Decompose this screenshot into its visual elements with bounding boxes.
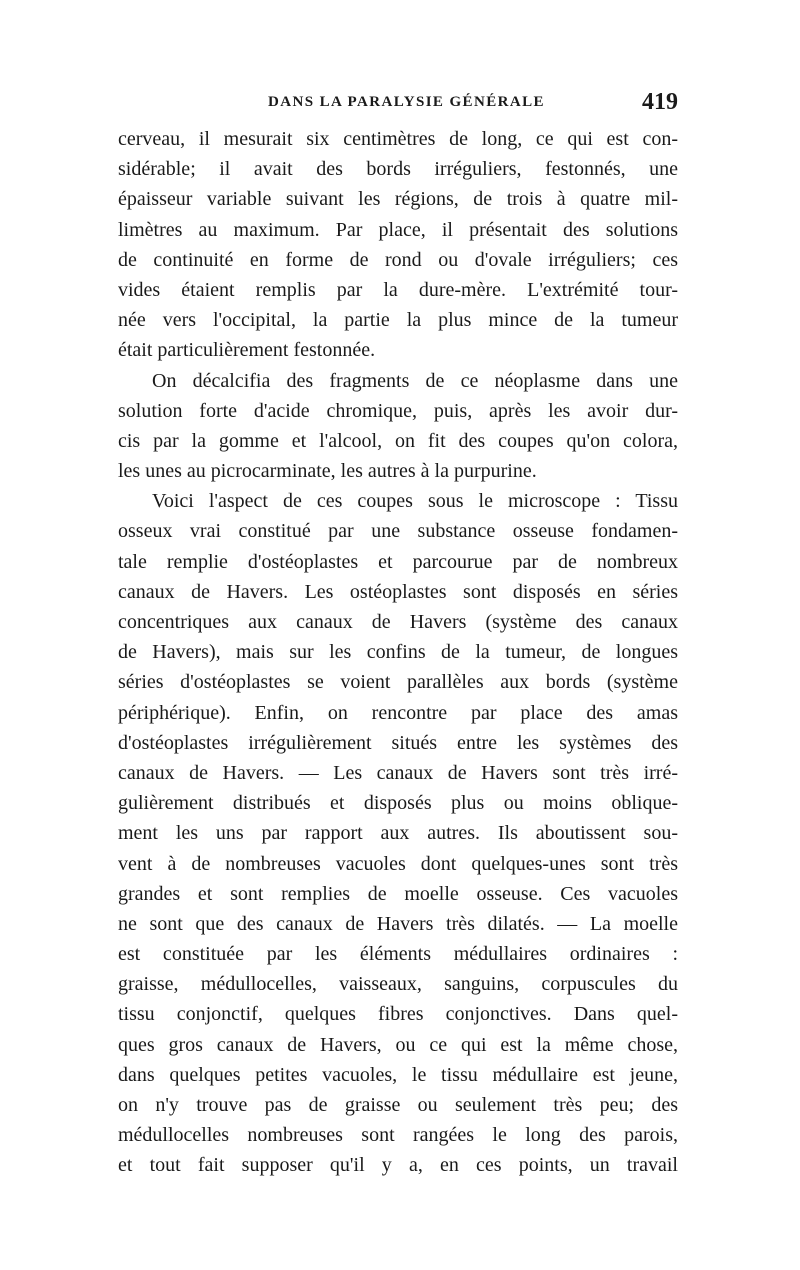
page-number: 419 xyxy=(642,89,678,115)
text-line: canaux de Havers. — Les canaux de Havers sont très irré- xyxy=(118,761,678,784)
text-line: de Havers), mais sur les confins de la tumeur, de longues xyxy=(118,641,678,664)
text-line: grandes et sont remplies de moelle osseuse. Ces vacuoles xyxy=(118,882,678,905)
text-line: les unes au picrocarminate, les autres à la purpurine. xyxy=(118,460,537,483)
text-line: graisse, médullocelles, vaisseaux, sanguins, corpuscules du xyxy=(118,973,678,996)
text-line: séries d'ostéoplastes se voient parallèles aux bords (système xyxy=(118,671,678,694)
text-line: On décalcifia des fragments de ce néoplasme dans une xyxy=(152,369,678,392)
text-line: et tout fait supposer qu'il y a, en ces points, un travail xyxy=(118,1154,678,1177)
body-text xyxy=(118,124,678,1181)
text-line: de continuité en forme de rond ou d'ovale irréguliers; ces xyxy=(118,248,678,271)
text-line: d'ostéoplastes irrégulièrement situés entre les systèmes des xyxy=(118,731,678,754)
text-line: on n'y trouve pas de graisse ou seulement très peu; des xyxy=(118,1094,678,1116)
text-line: ne sont que des canaux de Havers très dilatés. — La moelle xyxy=(118,912,678,935)
text-line: médullocelles nombreuses sont rangées le long des parois, xyxy=(118,1124,678,1147)
text-line: tale remplie d'ostéoplastes et parcourue par de nombreux xyxy=(118,550,678,573)
text-line: sidérable; il avait des bords irréguliers, festonnés, une xyxy=(118,158,678,181)
running-header xyxy=(118,89,678,122)
text-line: vides étaient remplis par la dure-mère. L'extrémité tour- xyxy=(118,278,678,301)
text-line: tissu conjonctif, quelques fibres conjonctives. Dans quel- xyxy=(118,1003,678,1026)
text-line: osseux vrai constitué par une substance osseuse fondamen- xyxy=(118,520,678,543)
text-line: dans quelques petites vacuoles, le tissu médullaire est jeune, xyxy=(118,1063,678,1086)
text-line: ques gros canaux de Havers, ou ce qui est la même chose, xyxy=(118,1033,678,1056)
text-line: cis par la gomme et l'alcool, on fit des coupes qu'on colora, xyxy=(118,429,678,452)
text-line: vent à de nombreuses vacuoles dont quelques-unes sont très xyxy=(118,852,678,875)
text-line: solution forte d'acide chromique, puis, après les avoir dur- xyxy=(118,399,678,422)
text-line: périphérique). Enfin, on rencontre par place des amas xyxy=(118,701,678,724)
text-line: concentriques aux canaux de Havers (système des canaux xyxy=(118,611,678,633)
text-line: cerveau, il mesurait six centimètres de long, ce qui est con- xyxy=(118,128,678,150)
text-line: canaux de Havers. Les ostéoplastes sont disposés en séries xyxy=(118,580,678,603)
text-line: limètres au maximum. Par place, il présentait des solutions xyxy=(118,218,678,241)
text-line: épaisseur variable suivant les régions, de trois à quatre mil- xyxy=(118,188,678,211)
text-line: est constituée par les éléments médullaires ordinaires : xyxy=(118,943,678,966)
text-line: née vers l'occipital, la partie la plus mince de la tumeur xyxy=(118,309,678,332)
text-line: Voici l'aspect de ces coupes sous le microscope : Tissu xyxy=(152,490,678,513)
text-line: était particulièrement festonnée. xyxy=(118,339,376,362)
running-title: DANS LA PARALYSIE GÉNÉRALE xyxy=(268,94,545,110)
text-line: gulièrement distribués et disposés plus ou moins oblique- xyxy=(118,792,678,815)
text-line: ment les uns par rapport aux autres. Ils aboutissent sou- xyxy=(118,822,678,845)
